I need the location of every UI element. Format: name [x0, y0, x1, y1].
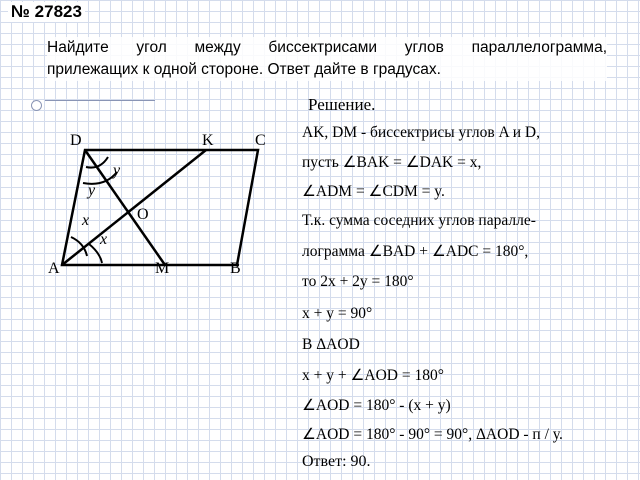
- label-b: B: [230, 260, 241, 275]
- task-text: [47, 37, 607, 81]
- label-o: O: [137, 206, 149, 223]
- solution-title: Решение.: [308, 95, 376, 114]
- margin-line: [45, 100, 155, 101]
- label-x1: x: [82, 212, 90, 229]
- task-line-2: прилежащих к одной стороне. Ответ дайте в градусах.: [47, 61, 441, 78]
- label-d: D: [70, 132, 82, 149]
- solution-line-1: AK, DM - биссектрисы углов A и D,: [302, 124, 540, 141]
- solution-line-6: то 2x + 2y = 180°: [302, 273, 414, 290]
- solution-line-7: x + y = 90°: [302, 305, 373, 322]
- label-y1: y: [113, 162, 121, 179]
- arc-y1: [86, 157, 108, 168]
- solution-line-3: ∠ADM = ∠CDM = y.: [302, 183, 445, 200]
- task-line-1: Найдите угол между биссектрисами углов параллелограмма,: [47, 39, 607, 56]
- label-c: C: [255, 132, 266, 149]
- solution-line-8: В ΔAOD: [302, 336, 360, 353]
- parallelogram-figure: [40, 125, 270, 275]
- answer: Ответ: 90.: [302, 453, 371, 470]
- notebook-ring: [31, 100, 42, 111]
- solution-line-10: ∠AOD = 180° - (x + y): [302, 397, 451, 414]
- label-x2: x: [100, 231, 108, 248]
- label-y2: y: [88, 182, 96, 199]
- label-m: M: [155, 260, 170, 275]
- solution-line-11: ∠AOD = 180° - 90° = 90°, ΔAOD - п / у.: [302, 426, 563, 443]
- label-a: A: [48, 260, 60, 275]
- solution-line-4: Т.к. сумма соседних углов паралле-: [302, 212, 536, 229]
- problem-number: № 27823: [8, 2, 85, 22]
- label-k: K: [202, 132, 214, 149]
- solution-line-2: пусть ∠BAK = ∠DAK = x,: [302, 154, 482, 171]
- solution-line-9: x + y + ∠AOD = 180°: [302, 367, 444, 384]
- solution-line-5: лограмма ∠BAD + ∠ADC = 180°,: [302, 243, 529, 260]
